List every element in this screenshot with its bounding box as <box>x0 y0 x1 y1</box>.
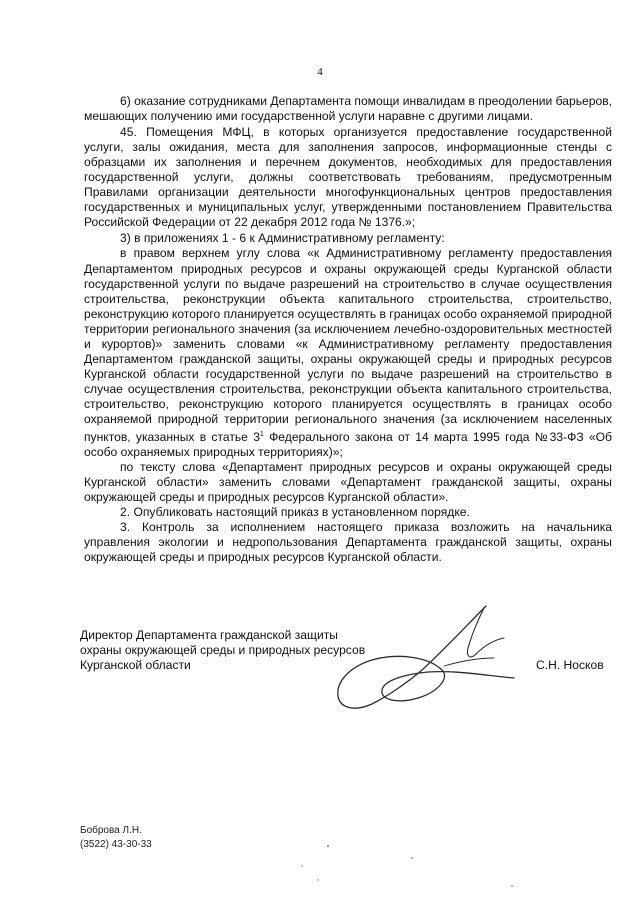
signatory-title-line-3: Курганской области <box>80 658 191 673</box>
executor-name: Боброва Л.Н. <box>80 825 142 836</box>
paragraph-control-execution: 3. Контроль за исполнением настоящего приказа возложить на начальника управления экологии и недропользования Департамента гражданской защиты, охраны окружающей среды и природных ресурсов Курганской области. <box>84 520 612 565</box>
paragraph-top-right-corner-text: в правом верхнем углу слова «к Административному регламенту предоставления Департаментом природных ресурсов и охраны окружающей среды Курганской области государственной услуги по выдаче разрешений на строительство в случае осуществления строительства, реконструкции объекта капитального строительства, строительство, реконструкцию которого планируется осуществлять в границах особо охраняемой природной территории регионального значения (за исключением лечебно-оздоровительных местностей и курортов)» заменить словами «к Административному регламенту предоставления Департаментом гражданской защиты, охраны окружающей среды и природных ресурсов Курганской области государственной услуги по выдаче разрешений на строительство в случае осуществления строительства, реконструкции объекта капитального строительства, строительство, реконструкцию которого планируется осуществлять в границах особо охраняемой природной территории регионального значения (за исключением населенных пунктов, указанных в статье 3 <box>84 246 612 445</box>
executor-info <box>80 824 152 852</box>
paragraph-item-45: 45. Помещения МФЦ, в которых организуется предоставление государственной услуги, залы ожидания, места для заполнения запросов, информационные стенды с образцами их заполнения и перечнем документов, необходимых для предоставления государственной услуги, должны соответствовать требованиям, предусмотренным Правилами организации деятельности многофункциональных центров предоставления государственных и муниципальных услуг, утвержденными постановлением Правительства Российской Федерации от 22 декабря 2012 года № 1376.»; <box>84 125 612 230</box>
signatory-title-line-1: Директор Департамента гражданской защиты <box>80 628 338 642</box>
executor-phone: (3522) 43-30-33 <box>80 839 152 850</box>
paragraph-item-3-appendices: 3) в приложениях 1 - 6 к Административному регламенту: <box>120 231 445 246</box>
paragraph-top-right-corner-replacement <box>84 246 612 460</box>
paragraph-text-replacement: по тексту слова «Департамент природных ресурсов и охраны окружающей среды Курганской области» заменить словами «Департамент гражданской защиты, охраны окружающей среды и природных ресурсов Курганской области». <box>84 460 612 505</box>
signatory-name: С.Н. Носков <box>536 658 604 672</box>
page-number: 4 <box>317 66 323 78</box>
document-body <box>84 94 612 565</box>
handwritten-signature <box>318 600 528 720</box>
signatory-title-line-2: охраны окружающей среды и природных ресурсов <box>80 643 366 658</box>
paragraph-publish-order: 2. Опубликовать настоящий приказ в установленном порядке. <box>120 505 470 520</box>
article-superscript: 1 <box>259 431 264 439</box>
paragraph-item-6: 6) оказание сотрудниками Департамента помощи инвалидам в преодолении барьеров, мешающих получению ими государственной услуги наравне с другими лицами. <box>84 94 612 124</box>
paragraph-top-right-corner-tail: Федерального закона от 14 марта 1995 года №33-ФЗ «Об особо охраняемых природных территориях)»; <box>84 430 612 460</box>
